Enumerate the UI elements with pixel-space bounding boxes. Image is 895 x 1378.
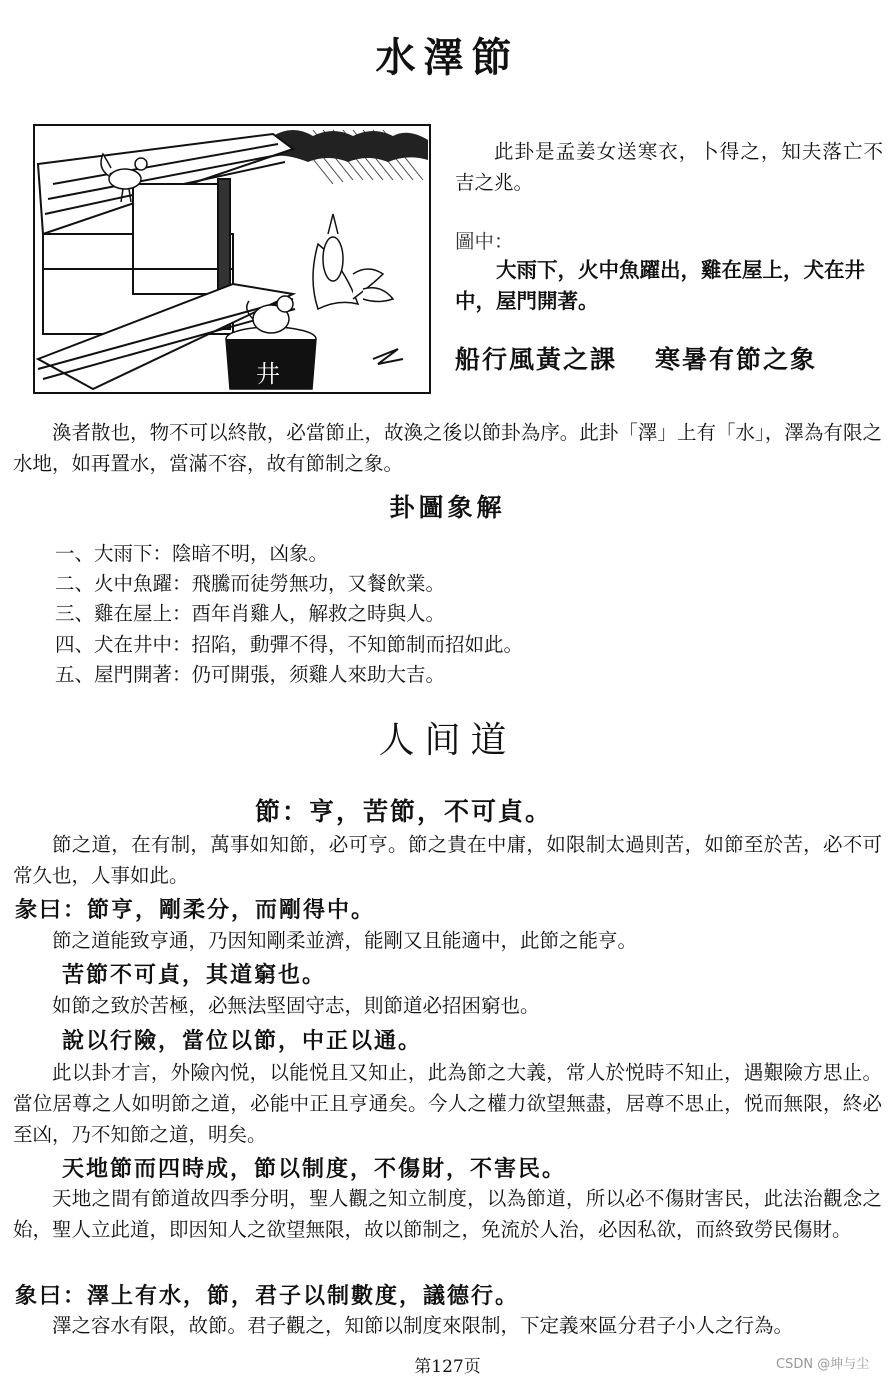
verse-4: 說以行險，當位以節，中正以通。 [62, 1028, 423, 1054]
paragraph-1: 渙者散也，物不可以終散，必當節止，故渙之後以節卦為序。此卦「澤」上有「水」，澤為有限之水地，如再置水，當滿不容，故有節制之象。 [13, 421, 882, 475]
list-item: 三、雞在屋上：酉年肖雞人，解救之時與人。 [55, 602, 446, 626]
intro-text: 此卦是孟姜女送寒衣，卜得之，知夫落亡不吉之兆。 [455, 140, 883, 194]
verse-6: 象曰：澤上有水，節，君子以制數度，議德行。 [15, 1283, 520, 1309]
paragraph-3: 節之道能致亨通，乃因知剛柔並濟，能剛又且能適中，此節之能亨。 [52, 929, 638, 952]
list-item: 一、大雨下：陰暗不明，凶象。 [55, 542, 329, 565]
paragraph-4: 如節之致於苦極，必無法堅固守志，則節道必招困窮也。 [52, 994, 540, 1017]
watermark: CSDN @坤与尘 [776, 1357, 870, 1372]
lesson-line [455, 340, 885, 376]
interpretation-list [55, 539, 523, 690]
page-title: 水澤節 [375, 34, 520, 81]
well-char: 井 [256, 360, 280, 388]
list-item: 二、火中魚躍：飛騰而徒勞無功，又餐飲業。 [55, 572, 446, 596]
lesson-right: 寒暑有節之象 [655, 345, 818, 374]
verse-1: 節：亨，苦節，不可貞。 [255, 797, 553, 826]
list-item: 四、犬在井中：招陷，動彈不得，不知節制而招如此。 [55, 632, 524, 656]
paragraph-6: 天地之間有節道故四季分明，聖人觀之知立制度，以為節道，所以必不傷財害民，此法治觀念之始，聖人立此道，即因知人之欲望無限，故以節制之，免流於人治，必因私欲，而終致勞民傷財。 [13, 1187, 882, 1241]
paragraph-7: 澤之容水有限，故節。君子觀之，知節以制度來限制，下定義來區分君子小人之行為。 [52, 1314, 794, 1337]
page-number: 第127页 [414, 1357, 481, 1377]
tuzhong-text: 大雨下，火中魚躍出，雞在屋上，犬在井中，屋門開著。 [455, 258, 865, 313]
paragraph-2: 節之道，在有制，萬事如知節，必可亨。節之貴在中庸，如限制太過則苦，如節至於苦，必不可常久也，人事如此。 [13, 833, 882, 887]
hexagram-illustration [33, 124, 431, 394]
renjian-heading: 人间道 [378, 720, 517, 761]
list-item: 五、屋門開著：仍可開張，须雞人來助大吉。 [55, 662, 446, 686]
tuzhong-label: 圖中： [455, 230, 514, 253]
verse-3: 苦節不可貞，其道窮也。 [62, 962, 327, 988]
gua-heading: 卦圖象解 [389, 493, 506, 522]
verse-2: 彖曰：節亨，剛柔分，而剛得中。 [15, 897, 376, 923]
lesson-left: 船行風黃之課 [455, 345, 618, 374]
paragraph-5: 此以卦才言，外險內悦，以能悦且又知止，此為節之大義，常人於悦時不知止，遇艱險方思止。當位居尊之人如明節之道，必能中正且亨通矣。今人之權力欲望無盡，居尊不思止，悦而無限，終必至凶，乃不知節之道，明矣。 [13, 1061, 882, 1146]
verse-5: 天地節而四時成，節以制度，不傷財，不害民。 [62, 1156, 567, 1182]
